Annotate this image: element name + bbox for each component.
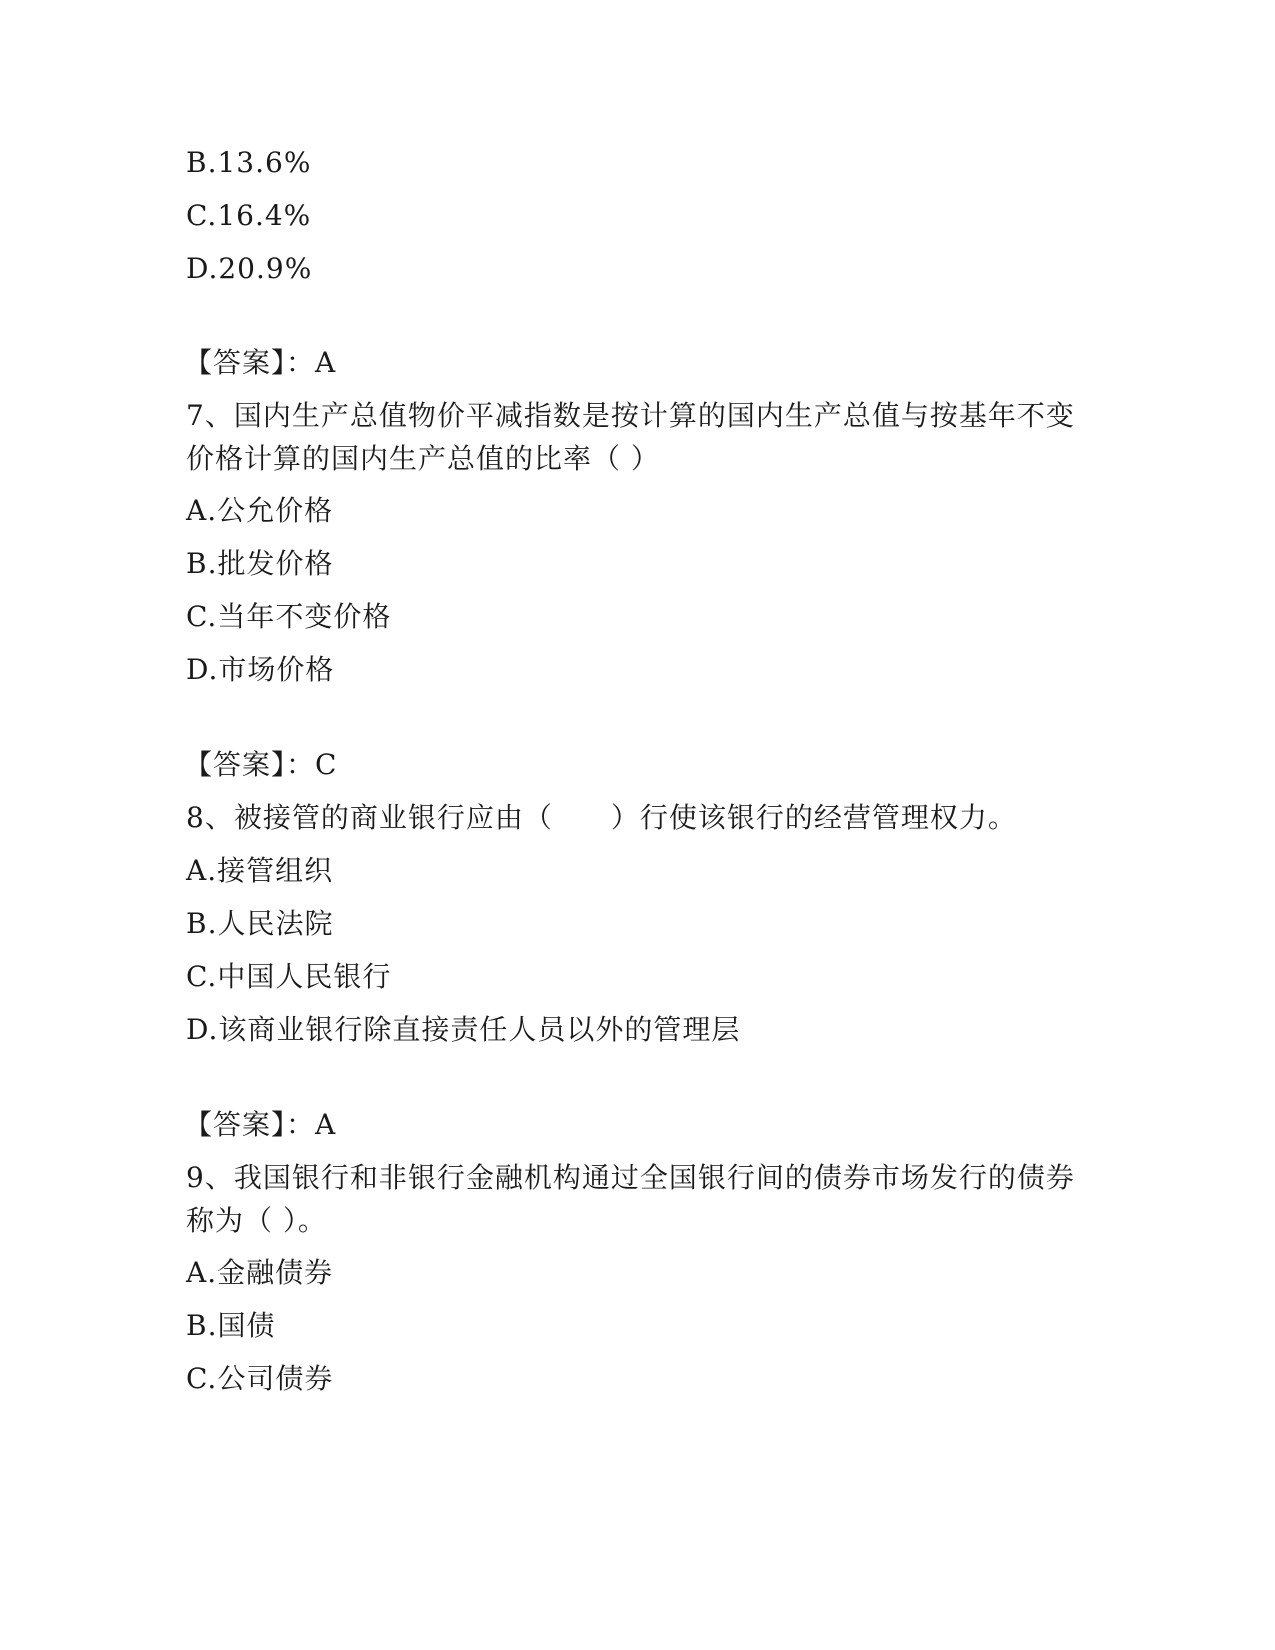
question-7-text-line-2: 价格计算的国内生产总值的比率（ ） — [186, 442, 660, 475]
question-7-option-a: A.公允价格 — [186, 494, 334, 527]
question-8-option-c: C.中国人民银行 — [186, 960, 392, 993]
question-7-option-d: D.市场价格 — [186, 653, 335, 686]
option-c: C.16.4% — [186, 199, 312, 232]
question-8-option-a: A.接管组织 — [186, 854, 334, 887]
question-7-text-line-1: 7、国内生产总值物价平减指数是按计算的国内生产总值与按基年不变 — [186, 399, 1075, 432]
question-8-option-b: B.人民法院 — [186, 907, 334, 940]
answer-line: 【答案】：A — [184, 346, 337, 379]
question-9-option-c: C.公司债券 — [186, 1362, 334, 1395]
question-9-text-line-1: 9、我国银行和非银行金融机构通过全国银行间的债券市场发行的债券 — [186, 1161, 1075, 1194]
option-b: B.13.6% — [186, 146, 312, 179]
question-8-option-d: D.该商业银行除直接责任人员以外的管理层 — [186, 1013, 741, 1046]
question-8-text: 8、被接管的商业银行应由（ ）行使该银行的经营管理权力。 — [186, 801, 1017, 834]
option-d: D.20.9% — [186, 252, 313, 285]
question-9-option-b: B.国债 — [186, 1309, 276, 1342]
question-7-answer: 【答案】：C — [184, 748, 338, 781]
question-9-text-line-2: 称为（ ）。 — [186, 1204, 327, 1237]
question-8-answer: 【答案】：A — [184, 1108, 337, 1141]
question-9-option-a: A.金融债券 — [186, 1256, 334, 1289]
question-7-option-c: C.当年不变价格 — [186, 600, 392, 633]
question-7-option-b: B.批发价格 — [186, 547, 334, 580]
